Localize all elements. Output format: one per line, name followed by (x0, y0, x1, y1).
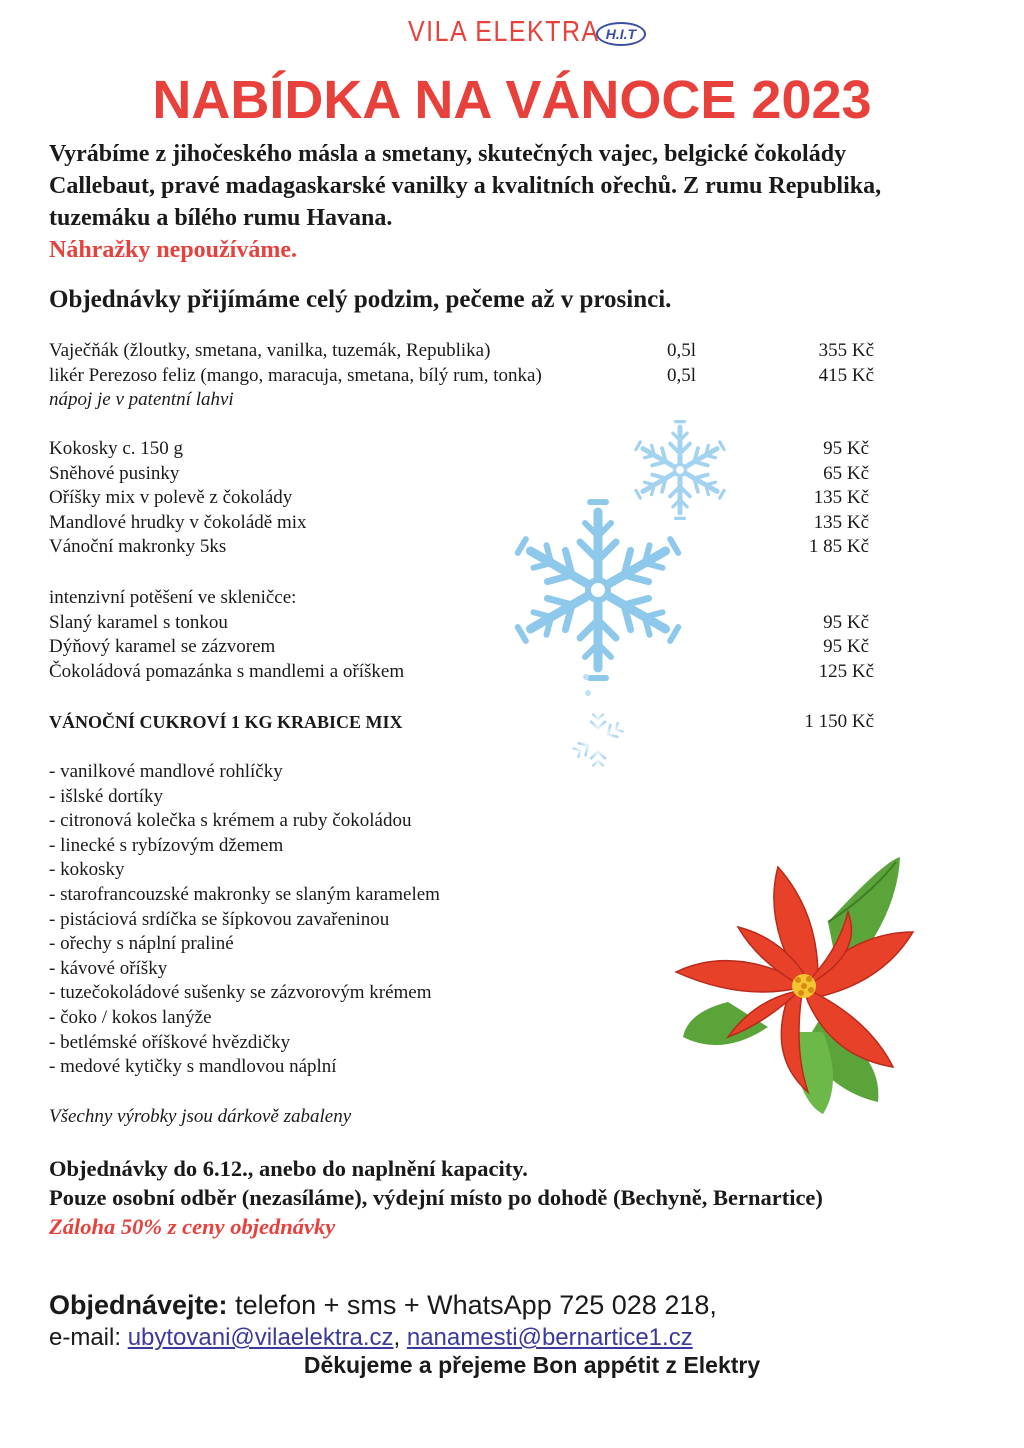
sweet-row (49, 462, 884, 487)
contact-block (49, 1288, 717, 1354)
list-item: - starofrancouzské makronky se slaným karamelem (49, 883, 440, 905)
intro-paragraph (49, 138, 1009, 266)
item-price: 415 Kč (818, 364, 874, 386)
item-price: 65 Kč (823, 462, 869, 484)
item-name: Čokoládová pomazánka s mandlemi a oříškem (49, 660, 405, 682)
item-price: 135 Kč (813, 511, 869, 533)
sweet-row (49, 486, 884, 511)
gift-note: Všechny výrobky jsou dárkově zabaleny (49, 1106, 352, 1127)
contact-label: Objednávejte: (49, 1290, 228, 1320)
logo-badge: H.I.T (596, 22, 646, 46)
item-name: likér Perezoso feliz (mango, maracuja, smetana, bílý rum, tonka) (49, 364, 542, 386)
orders-note: Objednávky přijímáme celý podzim, pečeme až v prosinci. (49, 286, 672, 313)
cookie-box-name: VÁNOČNÍ CUKROVÍ 1 KG KRABICE MIX (49, 712, 403, 732)
email-separator: , (393, 1324, 401, 1351)
item-price: 95 Kč (823, 438, 869, 459)
item-price: 95 Kč (823, 611, 869, 633)
list-item: - ořechy s náplní praliné (49, 933, 234, 955)
list-item: - pistáciová srdíčka se šípkovou zavařeninou (49, 908, 390, 930)
poinsettia-illustration (668, 852, 930, 1122)
list-item: - betlémské oříškové hvězdičky (49, 1031, 291, 1053)
sweet-row (49, 437, 884, 462)
item-price: 1 85 Kč (808, 536, 869, 558)
contact-phone-line (49, 1288, 717, 1322)
list-item: - kávové oříšky (49, 957, 168, 979)
jar-row (49, 660, 889, 685)
intro-line: Vyrábíme z jihočeského másla a smetany, skutečných vajec, belgické čokolády (49, 141, 847, 167)
order-conditions (49, 1154, 823, 1241)
pickup-note: Pouze osobní odběr (nezasíláme), výdejní místo po dohodě (Bechyně, Bernartice) (49, 1185, 823, 1210)
bottle-note (49, 388, 889, 413)
item-price: 135 Kč (813, 487, 869, 509)
contact-channels: telefon + sms + WhatsApp 725 028 218, (235, 1290, 717, 1320)
item-price: 355 Kč (818, 340, 874, 361)
no-substitutes-note: Náhražky nepoužíváme. (49, 237, 297, 263)
list-item: - vanilkové mandlové rohlíčky (49, 761, 283, 782)
cookie-box-price: 1 150 Kč (804, 711, 874, 732)
item-name: Vánoční makronky 5ks (49, 536, 227, 558)
list-item: - medové kytičky s mandlovou náplní (49, 1056, 337, 1078)
snowflake-fading-icon (566, 707, 631, 774)
logo (408, 12, 646, 52)
jars-list (49, 586, 889, 684)
item-name: Slaný karamel s tonkou (49, 611, 228, 633)
drink-row (49, 339, 889, 364)
item-name: Dýňový karamel se zázvorem (49, 636, 276, 658)
item-volume: 0,5l (667, 364, 697, 386)
deadline-note: Objednávky do 6.12., anebo do naplnění kapacity. (49, 1156, 528, 1181)
jars-heading (49, 586, 889, 611)
jars-heading-text: intenzivní potěšení ve skleničce: (49, 587, 297, 608)
list-item: - čoko / kokos lanýže (49, 1006, 212, 1028)
item-volume: 0,5l (667, 340, 697, 361)
contact-email-line (49, 1322, 717, 1354)
deposit-note: Záloha 50% z ceny objednávky (49, 1214, 336, 1239)
drink-row (49, 364, 889, 389)
email-link-nanamesti[interactable]: nanamesti@bernartice1.cz (406, 1324, 693, 1351)
email-label: e-mail: (49, 1324, 122, 1351)
poinsettia-flower-icon (676, 857, 913, 1114)
cookie-list (49, 760, 440, 1080)
intro-line: Callebaut, pravé madagaskarské vanilky a kvalitních ořechů. Z rumu Republika, (49, 173, 882, 199)
item-price: 125 Kč (818, 660, 874, 682)
item-name: Kokosky c. 150 g (49, 438, 184, 459)
page-title: NABÍDKA NA VÁNOCE 2023 (152, 70, 872, 130)
jar-row (49, 611, 889, 636)
item-name: Vaječňák (žloutky, smetana, vanilka, tuzemák, Republika) (49, 340, 491, 361)
list-item: - tuzečokoládové sušenky se zázvorovým krémem (49, 982, 432, 1004)
list-item: - kokosky (49, 859, 125, 881)
email-link-ubytovani[interactable]: ubytovani@vilaelektra.cz (127, 1324, 394, 1351)
thanks-line: Děkujeme a přejeme Bon appétit z Elektry (303, 1352, 761, 1378)
snowflake-large-icon (513, 502, 683, 678)
drinks-list (49, 339, 889, 413)
logo-text: VILA ELEKTRA (408, 15, 600, 48)
item-name: Oříšky mix v polevě z čokolády (49, 487, 293, 509)
item-price: 95 Kč (823, 636, 869, 658)
bottle-note-text: nápoj je v patentní lahvi (49, 389, 234, 411)
item-name: Mandlové hrudky v čokoládě mix (49, 511, 307, 533)
sweets-list (49, 437, 884, 560)
intro-line: tuzemáku a bílého rumu Havana. (49, 205, 393, 231)
snowflakes-illustration (490, 415, 740, 785)
sweet-row (49, 511, 884, 536)
item-name: Sněhové pusinky (49, 462, 180, 484)
sweet-row (49, 535, 884, 560)
snowflake-small-icon (633, 422, 727, 519)
list-item: - linecké s rybízovým džemem (49, 834, 284, 856)
cookie-box-row (49, 710, 889, 735)
jar-row (49, 635, 889, 660)
cookie-box (49, 710, 889, 735)
list-item: - citronová kolečka s krémem a ruby čokoládou (49, 810, 412, 832)
list-item: - išlské dortíky (49, 785, 163, 807)
